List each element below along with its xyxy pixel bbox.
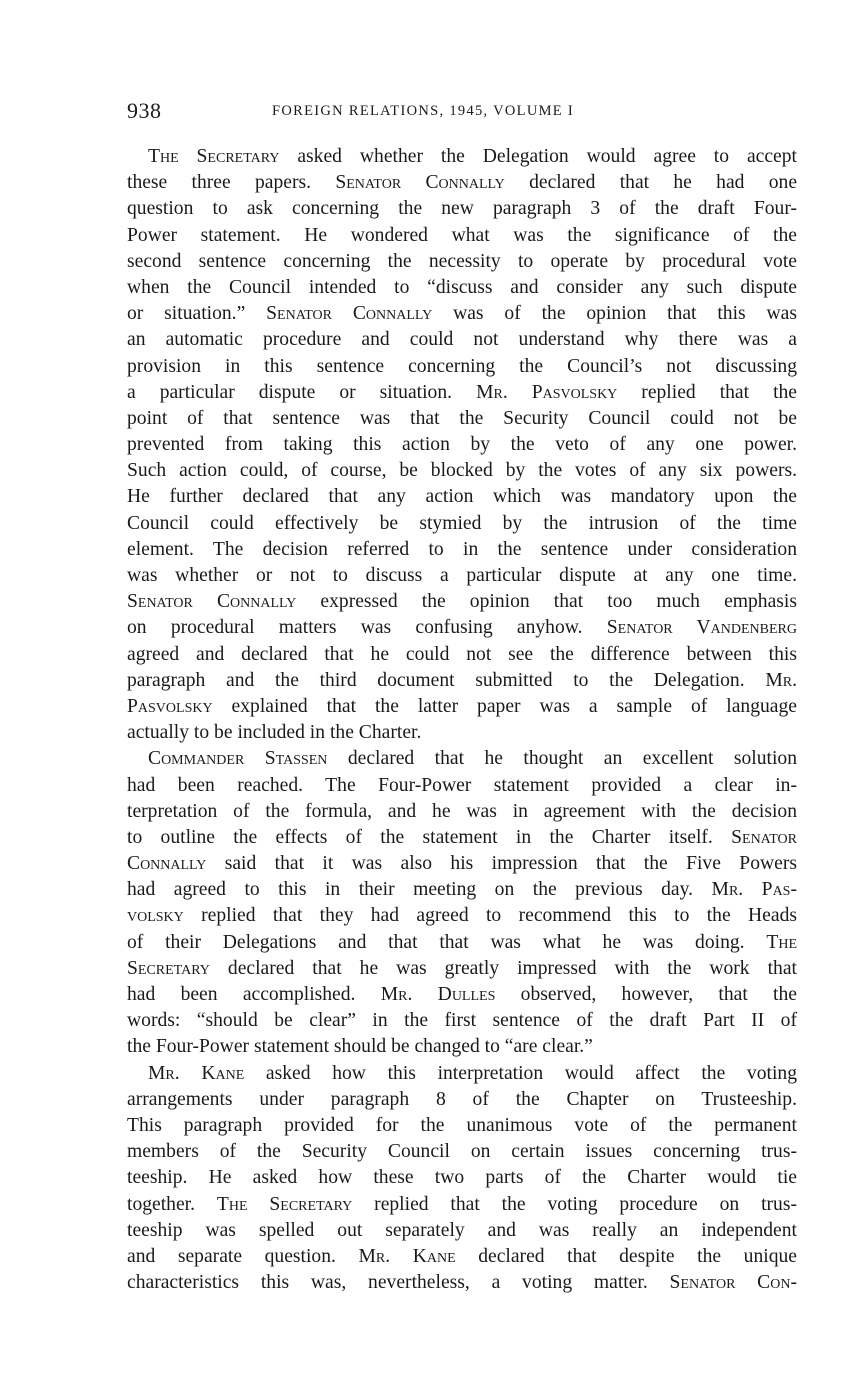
text-line: was whether or not to discuss a particular dispute at any one time. — [127, 565, 797, 586]
text-line: point of that sentence was that the Security Council could not be — [127, 407, 797, 429]
text-line: teeship. He asked how these two parts of the Charter would tie — [127, 1167, 797, 1189]
text-line: Secretary declared that he was greatly impressed with the work that — [127, 957, 797, 979]
text-line: The Secretary asked whether the Delegation would agree to accept — [148, 146, 797, 167]
text-line: and separate question. Mr. Kane declared that despite the unique — [127, 1245, 797, 1267]
text-line: prevented from taking this action by the veto of any one power. — [127, 434, 797, 456]
text-line: the Four-Power statement should be changed to “are clear.” — [127, 1036, 593, 1058]
text-line: This paragraph provided for the unanimous vote of the permanent — [127, 1114, 797, 1136]
text-line: words: “should be clear” in the first sentence of the draft Part II of — [127, 1010, 797, 1032]
text-line: or situation.” Senator Connally was of the opinion that this was — [127, 303, 798, 325]
text-line: had agreed to this in their meeting on the previous day. Mr. Pas- — [127, 879, 797, 901]
text-line: Power statement. He wondered what was the significance of the — [127, 224, 797, 246]
text-line: teeship was spelled out separately and was really an independent — [127, 1219, 797, 1241]
text-line: He further declared that any action which was mandatory upon the — [127, 486, 797, 508]
text-line: Senator Connally expressed the opinion that too much emphasis — [127, 591, 797, 613]
text-line: had been reached. The Four-Power statement provided a clear in- — [127, 774, 797, 796]
text-line: Such action could, of course, be blocked by the votes of any six powers. — [127, 460, 797, 482]
text-line: agreed and declared that he could not see the difference between this — [127, 643, 797, 665]
text-line: these three papers. Senator Connally declared that he had one — [127, 172, 798, 194]
body-text — [127, 144, 797, 1296]
text-line: had been accomplished. Mr. Dulles observed, however, that the — [127, 984, 797, 1005]
text-line: second sentence concerning the necessity to operate by procedural vote — [127, 250, 797, 272]
text-line: Connally said that it was also his impression that the Five Powers — [127, 853, 797, 875]
text-line: Commander Stassen declared that he thought an excellent solution — [148, 748, 797, 770]
text-line: of their Delegations and that that was what he was doing. The — [127, 931, 797, 953]
text-line: a particular dispute or situation. Mr. Pasvolsky replied that the — [127, 381, 798, 403]
text-line: volsky replied that they had agreed to recommend this to the Heads — [127, 905, 797, 927]
text-line: to outline the effects of the statement in the Charter itself. Senator — [127, 826, 797, 848]
page-number: 938 — [127, 98, 162, 123]
text-line: on procedural matters was confusing anyhow. Senator Vandenberg — [127, 617, 797, 639]
text-line: Mr. Kane asked how this interpretation would affect the voting — [148, 1062, 797, 1084]
text-line: arrangements under paragraph 8 of the Chapter on Trusteeship. — [127, 1088, 797, 1110]
text-line: when the Council intended to “discuss and consider any such dispute — [127, 276, 797, 298]
text-line: members of the Security Council on certain issues concerning trus- — [127, 1141, 797, 1163]
text-line: characteristics this was, nevertheless, a voting matter. Senator Con- — [127, 1272, 798, 1294]
text-line: provision in this sentence concerning the Council’s not discussing — [127, 355, 797, 377]
text-line: an automatic procedure and could not understand why there was a — [127, 329, 797, 351]
text-line: paragraph and the third document submitted to the Delegation. Mr. — [127, 669, 797, 691]
text-line: terpretation of the formula, and he was in agreement with the decision — [127, 800, 797, 822]
page-header — [127, 98, 797, 128]
text-line: together. The Secretary replied that the voting procedure on trus- — [127, 1193, 797, 1215]
text-line: Pasvolsky explained that the latter paper was a sample of language — [127, 695, 797, 717]
text-line: actually to be included in the Charter. — [127, 722, 422, 744]
text-line: element. The decision referred to in the sentence under consideration — [127, 538, 797, 560]
text-line: Council could effectively be stymied by the intrusion of the time — [127, 512, 797, 534]
text-line: question to ask concerning the new paragraph 3 of the draft Four- — [127, 198, 797, 220]
running-title: FOREIGN RELATIONS, 1945, VOLUME I — [272, 103, 575, 119]
